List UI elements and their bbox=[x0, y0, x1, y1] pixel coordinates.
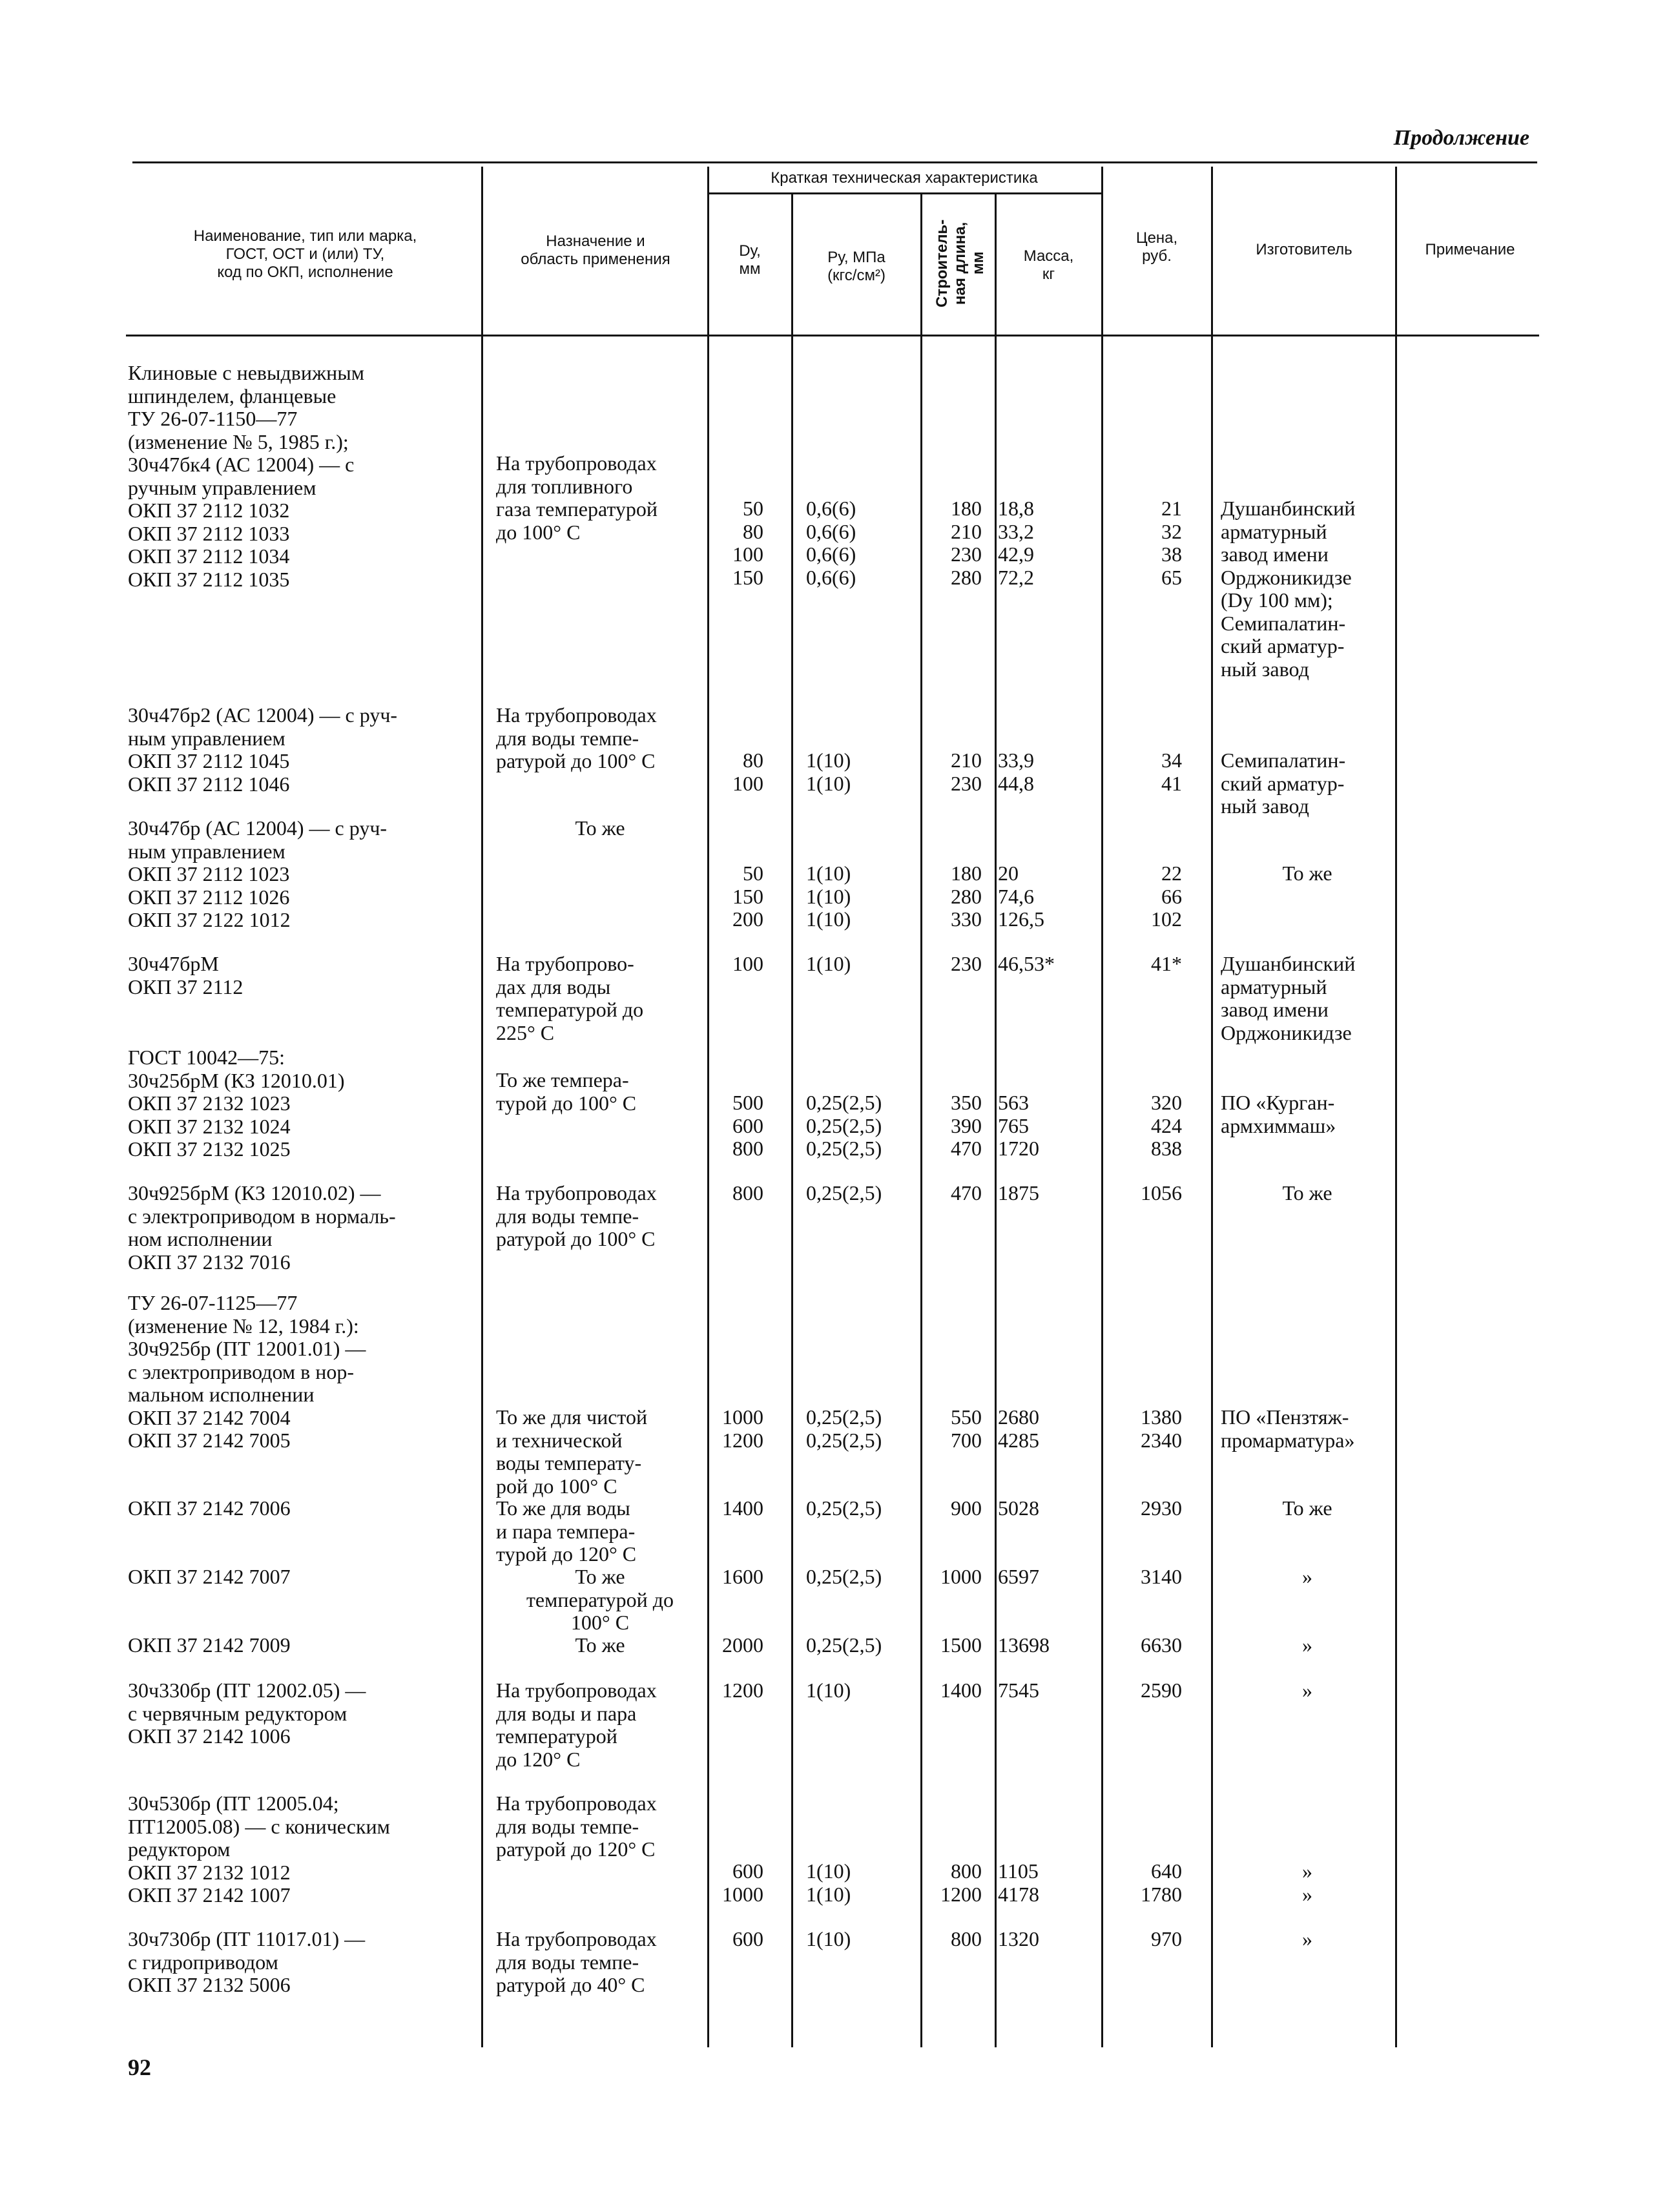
header-name: Наименование, тип или марка, ГОСТ, ОСТ и (или) ТУ, код по ОКП, исполнение bbox=[193, 227, 417, 281]
row-mass-cell: 6597 bbox=[998, 1565, 1039, 1588]
row-maker-cell: То же bbox=[1282, 862, 1332, 885]
column-divider bbox=[481, 167, 483, 2047]
row-mass-cell: 1105 4178 bbox=[998, 1859, 1039, 1906]
group-header-rule bbox=[707, 192, 1101, 194]
row-py-cell: 1(10) bbox=[806, 1927, 851, 1950]
row-price-cell: 2590 bbox=[1141, 1679, 1182, 1702]
row-maker-cell: » bbox=[1302, 1633, 1312, 1657]
row-py-cell: 0,25(2,5) bbox=[806, 1181, 882, 1204]
header-note: Примечание bbox=[1425, 241, 1515, 258]
row-maker-cell: Душанбинский арматурный завод имени Орджоникидзе (Dу 100 мм); Семипалатин- ский арматур- ный завод bbox=[1221, 497, 1356, 681]
row-price-cell: 640 1780 bbox=[1141, 1859, 1182, 1906]
row-dy-cell: 1200 bbox=[722, 1679, 763, 1702]
column-divider bbox=[1395, 167, 1397, 2047]
row-length-cell: 210 230 bbox=[951, 749, 982, 795]
header-purpose: Назначение и область применения bbox=[521, 233, 670, 268]
row-dy-cell: 600 1000 bbox=[722, 1859, 763, 1906]
page-number: 92 bbox=[128, 2054, 151, 2080]
row-purpose-cell: То же темпера- турой до 100° С bbox=[496, 1068, 637, 1115]
row-purpose-cell: На трубопроводах для топливного газа температурой до 100° С bbox=[496, 451, 658, 544]
header-maker: Изготовитель bbox=[1256, 241, 1352, 258]
header-length: Строитель- ная длина, мм bbox=[933, 219, 987, 307]
row-maker-cell: Душанбинский арматурный завод имени Орджоникидзе bbox=[1221, 952, 1356, 1044]
row-name-cell: 30ч47бр (АС 12004) — с руч- ным управлением ОКП 37 2112 1023 ОКП 37 2112 1026 ОКП 37 2122 1012 bbox=[128, 816, 388, 931]
row-py-cell: 1(10) 1(10) bbox=[806, 749, 851, 795]
row-dy-cell: 500 600 800 bbox=[732, 1091, 763, 1160]
row-price-cell: 41* bbox=[1151, 952, 1182, 975]
row-py-cell: 0,25(2,5) bbox=[806, 1496, 882, 1520]
row-dy-cell: 80 100 bbox=[732, 749, 763, 795]
row-length-cell: 1500 bbox=[940, 1633, 982, 1657]
row-name-cell: ОКП 37 2142 7006 bbox=[128, 1496, 291, 1520]
row-length-cell: 1400 bbox=[940, 1679, 982, 1702]
row-length-cell: 350 390 470 bbox=[951, 1091, 982, 1160]
row-purpose-cell: То же bbox=[575, 1633, 625, 1657]
row-name-cell: ОКП 37 2142 7009 bbox=[128, 1633, 291, 1657]
row-price-cell: 22 66 102 bbox=[1151, 862, 1182, 931]
row-purpose-cell: На трубопроводах для воды темпе- ратурой до 100° С bbox=[496, 1181, 657, 1250]
row-purpose-cell: На трубопроводах для воды темпе- ратурой до 100° С bbox=[496, 703, 657, 772]
row-mass-cell: 18,8 33,2 42,9 72,2 bbox=[998, 497, 1034, 589]
row-mass-cell: 5028 bbox=[998, 1496, 1039, 1520]
row-mass-cell: 7545 bbox=[998, 1679, 1039, 1702]
column-divider bbox=[791, 194, 793, 2047]
row-mass-cell: 13698 bbox=[998, 1633, 1050, 1657]
column-divider bbox=[995, 194, 997, 2047]
row-length-cell: 180 210 230 280 bbox=[951, 497, 982, 589]
header-mass: Масса, кг bbox=[1023, 247, 1074, 283]
row-purpose-cell: На трубопрово- дах для воды температурой до 225° С bbox=[496, 952, 644, 1044]
column-divider bbox=[707, 167, 709, 2047]
row-name-cell: Клиновые с невыдвижным шпинделем, фланцевые ТУ 26-07-1150—77 (изменение № 5, 1985 г.); 30ч47бк4 (АС 12004) — с ручным управлением ОКП 37 2112 1032 ОКП 37 2112 1033 ОКП 37 2112 1034 ОКП 37 2112 1035 bbox=[128, 361, 365, 591]
row-mass-cell: 563 765 1720 bbox=[998, 1091, 1039, 1160]
row-length-cell: 900 bbox=[951, 1496, 982, 1520]
row-maker-cell: » bbox=[1302, 1679, 1312, 1702]
row-maker-cell: То же bbox=[1282, 1496, 1332, 1520]
row-py-cell: 1(10) 1(10) bbox=[806, 1859, 851, 1906]
row-mass-cell: 33,9 44,8 bbox=[998, 749, 1034, 795]
row-purpose-cell: На трубопроводах для воды темпе- ратурой до 40° С bbox=[496, 1927, 657, 1996]
row-purpose-cell: На трубопроводах для воды и пара температурой до 120° С bbox=[496, 1679, 657, 1771]
row-dy-cell: 1600 bbox=[722, 1565, 763, 1588]
row-purpose-cell: То же температурой до 100° С bbox=[526, 1565, 674, 1634]
row-maker-cell: ПО «Пензтяж- промарматура» bbox=[1221, 1405, 1355, 1452]
row-dy-cell: 800 bbox=[732, 1181, 763, 1204]
row-price-cell: 1380 2340 bbox=[1141, 1405, 1182, 1452]
row-py-cell: 1(10) bbox=[806, 952, 851, 975]
header-price: Цена, руб. bbox=[1135, 229, 1178, 265]
row-length-cell: 550 700 bbox=[951, 1405, 982, 1452]
row-length-cell: 800 1200 bbox=[940, 1859, 982, 1906]
row-name-cell: 30ч530бр (ПТ 12005.04; ПТ12005.08) — с коническим редуктором ОКП 37 2132 1012 ОКП 37 2142 1007 bbox=[128, 1792, 390, 1907]
row-price-cell: 6630 bbox=[1141, 1633, 1182, 1657]
row-dy-cell: 600 bbox=[732, 1927, 763, 1950]
row-mass-cell: 2680 4285 bbox=[998, 1405, 1039, 1452]
row-length-cell: 180 280 330 bbox=[951, 862, 982, 931]
row-name-cell: 30ч47брМ ОКП 37 2112 bbox=[128, 952, 243, 998]
row-name-cell: ГОСТ 10042—75: 30ч25брМ (КЗ 12010.01) ОКП 37 2132 1023 ОКП 37 2132 1024 ОКП 37 2132 1025 bbox=[128, 1046, 345, 1161]
row-length-cell: 470 bbox=[951, 1181, 982, 1204]
header-py: Pу, МПа (кгс/см²) bbox=[827, 249, 886, 284]
row-py-cell: 0,25(2,5) 0,25(2,5) 0,25(2,5) bbox=[806, 1091, 882, 1160]
row-dy-cell: 2000 bbox=[722, 1633, 763, 1657]
row-maker-cell: ПО «Курган- армхиммаш» bbox=[1221, 1091, 1336, 1137]
row-py-cell: 0,25(2,5) bbox=[806, 1565, 882, 1588]
column-divider bbox=[920, 194, 922, 2047]
row-purpose-cell: То же для чистой и технической воды температу- рой до 100° С bbox=[496, 1405, 648, 1498]
continuation-label: Продолжение bbox=[1393, 126, 1529, 150]
row-name-cell: 30ч330бр (ПТ 12002.05) — с червячным редуктором ОКП 37 2142 1006 bbox=[128, 1679, 366, 1748]
row-price-cell: 34 41 bbox=[1161, 749, 1182, 795]
row-maker-cell: » » bbox=[1302, 1859, 1312, 1906]
row-length-cell: 1000 bbox=[940, 1565, 982, 1588]
row-mass-cell: 1320 bbox=[998, 1927, 1039, 1950]
row-maker-cell: То же bbox=[1282, 1181, 1332, 1204]
row-py-cell: 1(10) bbox=[806, 1679, 851, 1702]
row-name-cell: ОКП 37 2142 7007 bbox=[128, 1565, 291, 1588]
row-dy-cell: 50 150 200 bbox=[732, 862, 763, 931]
row-maker-cell: » bbox=[1302, 1565, 1312, 1588]
row-length-cell: 800 bbox=[951, 1927, 982, 1950]
row-price-cell: 970 bbox=[1151, 1927, 1182, 1950]
row-name-cell: 30ч730бр (ПТ 11017.01) — с гидроприводом ОКП 37 2132 5006 bbox=[128, 1927, 366, 1996]
row-name-cell: 30ч925брМ (КЗ 12010.02) — с электроприводом в нормаль- ном исполнении ОКП 37 2132 7016 bbox=[128, 1181, 396, 1274]
row-price-cell: 3140 bbox=[1141, 1565, 1182, 1588]
row-price-cell: 2930 bbox=[1141, 1496, 1182, 1520]
row-dy-cell: 50 80 100 150 bbox=[732, 497, 763, 589]
row-mass-cell: 46,53* bbox=[998, 952, 1055, 975]
row-purpose-cell: На трубопроводах для воды темпе- ратурой до 120° С bbox=[496, 1792, 657, 1861]
column-divider bbox=[1211, 167, 1213, 2047]
row-name-cell: 30ч47бр2 (АС 12004) — с руч- ным управлением ОКП 37 2112 1045 ОКП 37 2112 1046 bbox=[128, 703, 398, 796]
row-length-cell: 230 bbox=[951, 952, 982, 975]
header-dy: Dу, мм bbox=[739, 242, 761, 278]
header-group: Краткая техническая характеристика bbox=[771, 169, 1038, 187]
row-price-cell: 21 32 38 65 bbox=[1161, 497, 1182, 589]
table-top-rule bbox=[132, 161, 1537, 163]
row-price-cell: 320 424 838 bbox=[1151, 1091, 1182, 1160]
header-bottom-rule bbox=[126, 335, 1539, 336]
row-maker-cell: Семипалатин- ский арматур- ный завод bbox=[1221, 749, 1346, 818]
row-mass-cell: 1875 bbox=[998, 1181, 1039, 1204]
row-dy-cell: 1400 bbox=[722, 1496, 763, 1520]
row-name-cell: ТУ 26-07-1125—77 (изменение № 12, 1984 г.): 30ч925бр (ПТ 12001.01) — с электроприводом в нор- мальном исполнении ОКП 37 2142 7004 ОКП 37 2142 7005 bbox=[128, 1291, 366, 1452]
row-py-cell: 0,6(6) 0,6(6) 0,6(6) 0,6(6) bbox=[806, 497, 856, 589]
row-dy-cell: 100 bbox=[732, 952, 763, 975]
row-purpose-cell: То же для воды и пара темпера- турой до 120° С bbox=[496, 1496, 637, 1566]
row-py-cell: 0,25(2,5) 0,25(2,5) bbox=[806, 1405, 882, 1452]
row-dy-cell: 1000 1200 bbox=[722, 1405, 763, 1452]
row-py-cell: 1(10) 1(10) 1(10) bbox=[806, 862, 851, 931]
row-py-cell: 0,25(2,5) bbox=[806, 1633, 882, 1657]
row-maker-cell: » bbox=[1302, 1927, 1312, 1950]
row-mass-cell: 20 74,6 126,5 bbox=[998, 862, 1044, 931]
row-price-cell: 1056 bbox=[1141, 1181, 1182, 1204]
row-purpose-cell: То же bbox=[575, 816, 625, 840]
column-divider bbox=[1101, 167, 1103, 2047]
